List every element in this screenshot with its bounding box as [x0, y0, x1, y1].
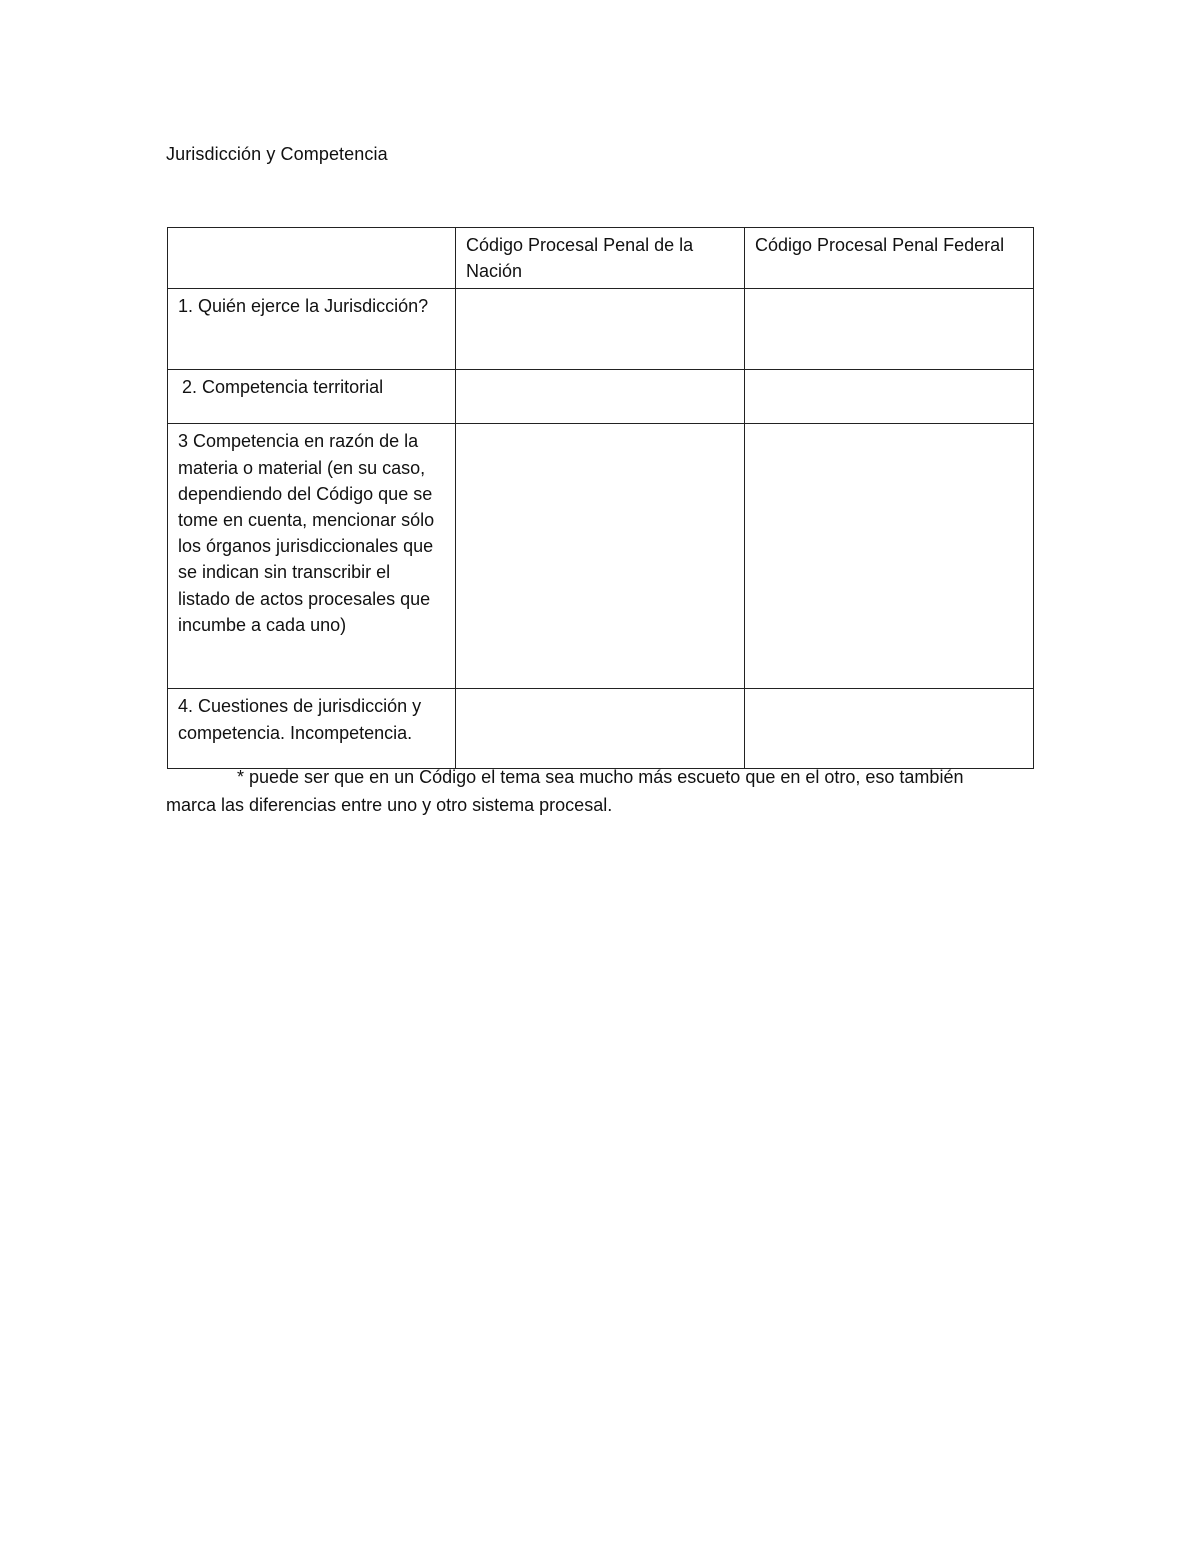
- table-row: [168, 424, 1034, 689]
- answer-cell-federal[interactable]: [745, 370, 1034, 424]
- row-label-territorial: 2. Competencia territorial: [168, 370, 456, 424]
- table-row: [168, 370, 1034, 424]
- answer-cell-nacion[interactable]: [456, 289, 745, 370]
- footnote-line-1: * puede ser que en un Código el tema sea mucho más escueto que en el otro, eso también: [237, 767, 964, 787]
- footnote-line-2: marca las diferencias entre uno y otro sistema procesal.: [166, 795, 613, 815]
- answer-cell-nacion[interactable]: [456, 689, 745, 769]
- row-label-cuestiones: 4. Cuestiones de jurisdicción y competencia. Incompetencia.: [168, 689, 456, 769]
- answer-cell-nacion[interactable]: [456, 424, 745, 689]
- footnote: [166, 763, 1036, 819]
- answer-cell-nacion[interactable]: [456, 370, 745, 424]
- header-cell-codigo-federal: Código Procesal Penal Federal: [745, 228, 1034, 289]
- header-cell-empty: [168, 228, 456, 289]
- answer-cell-federal[interactable]: [745, 689, 1034, 769]
- document-title: Jurisdicción y Competencia: [166, 144, 388, 164]
- row-label-materia: 3 Competencia en razón de la materia o material (en su caso, dependiendo del Código que se tome en cuenta, mencionar sólo los órganos jurisdiccionales que se indican sin transcribir el listado de actos procesales que incumbe a cada uno): [168, 424, 456, 689]
- table-row: [168, 289, 1034, 370]
- comparison-table: [167, 227, 1034, 769]
- table-header-row: [168, 228, 1034, 289]
- answer-cell-federal[interactable]: [745, 289, 1034, 370]
- row-label-jurisdiccion: 1. Quién ejerce la Jurisdicción?: [168, 289, 456, 370]
- answer-cell-federal[interactable]: [745, 424, 1034, 689]
- header-cell-codigo-nacion: Código Procesal Penal de la Nación: [456, 228, 745, 289]
- table-row: [168, 689, 1034, 769]
